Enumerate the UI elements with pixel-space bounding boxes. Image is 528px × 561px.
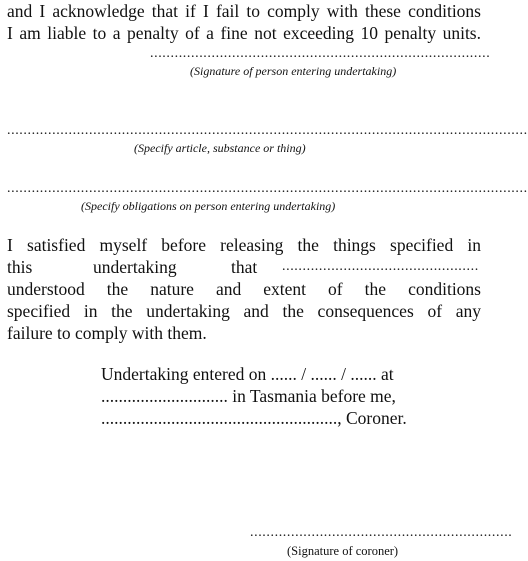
obligations-line: ............................................................................................................................... bbox=[7, 181, 528, 196]
satisfied-line-4: specified in the undertaking and the consequences of any bbox=[7, 301, 481, 321]
entered-line-3: ......................................................, Coroner. bbox=[101, 408, 407, 428]
entered-line-2: ............................. in Tasmania before me, bbox=[101, 386, 396, 406]
satisfied-line-3: understood the nature and extent of the conditions bbox=[7, 279, 481, 299]
satisfied-line-1: I satisfied myself before releasing the things specified in bbox=[7, 235, 481, 255]
word-this: this bbox=[7, 257, 33, 277]
person-signature-caption: (Signature of person entering undertaking) bbox=[190, 64, 397, 78]
satisfied-name-line: ................................................ bbox=[282, 259, 479, 274]
entered-line-1: Undertaking entered on ...... / ...... / ...... at bbox=[101, 364, 394, 384]
article-line: ............................................................................................................................... bbox=[7, 123, 528, 138]
word-that: that bbox=[231, 257, 258, 277]
word-undertaking: undertaking bbox=[93, 257, 177, 277]
article-caption: (Specify article, substance or thing) bbox=[134, 141, 306, 155]
satisfied-line-5: failure to comply with them. bbox=[7, 323, 207, 343]
coroner-signature-line: ................................................................ bbox=[250, 525, 513, 540]
person-signature-line: ................................................................................... bbox=[150, 46, 491, 61]
coroner-signature-caption: (Signature of coroner) bbox=[287, 544, 399, 558]
obligations-caption: (Specify obligations on person entering undertaking) bbox=[81, 199, 336, 213]
acknowledge-line-2: I am liable to a penalty of a fine not exceeding 10 penalty units. bbox=[7, 23, 481, 43]
acknowledge-line-1: and I acknowledge that if I fail to comply with these conditions bbox=[7, 1, 481, 21]
